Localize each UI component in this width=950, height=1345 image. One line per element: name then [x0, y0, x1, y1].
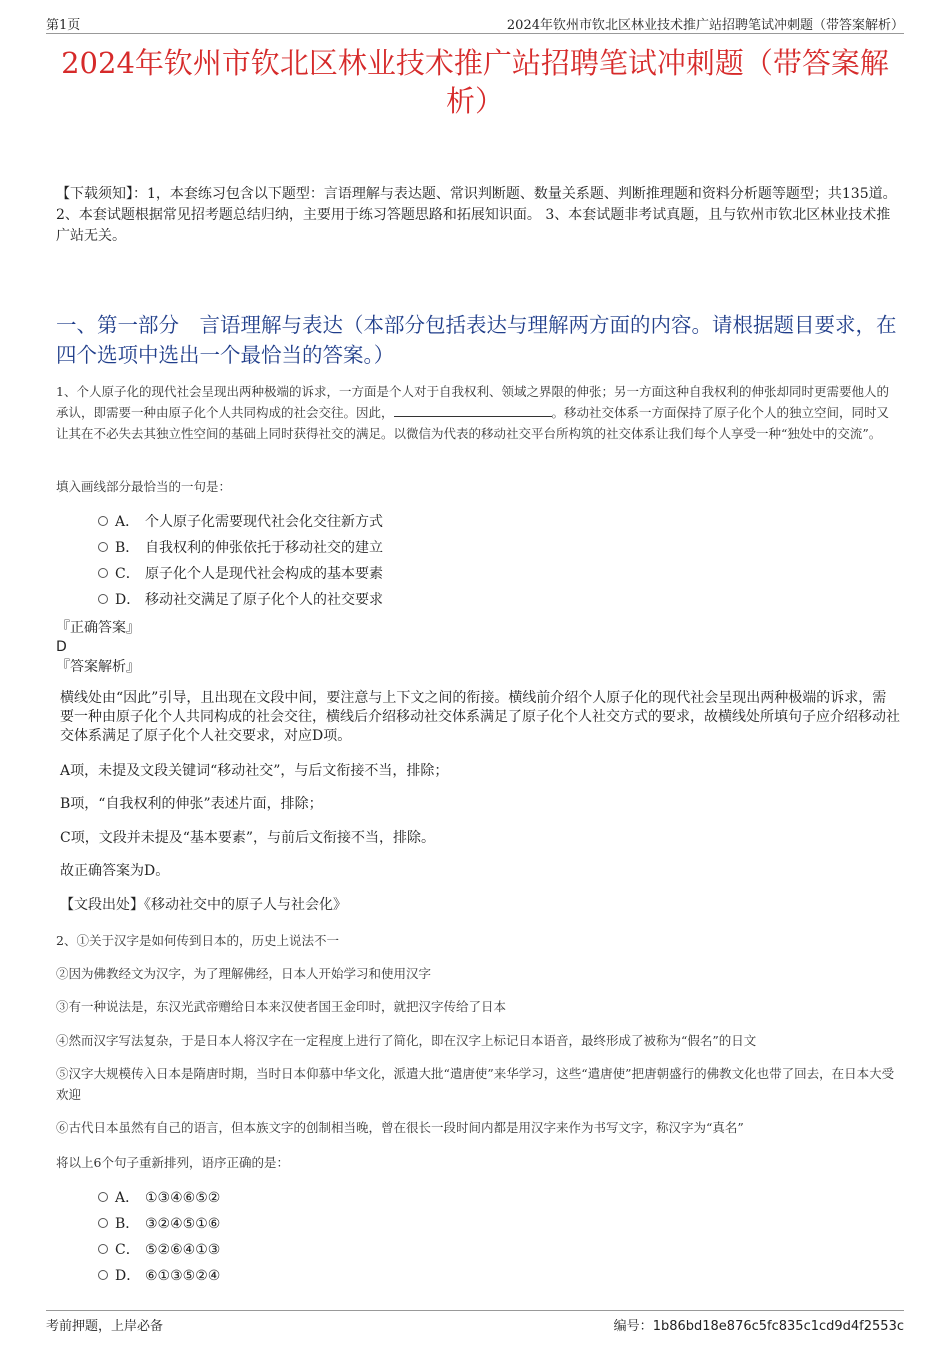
option-key: B．	[115, 540, 140, 556]
page-header	[46, 10, 904, 34]
option-text: 移动社交满足了原子化个人的社交要求	[145, 592, 383, 608]
radio-icon[interactable]	[98, 542, 108, 552]
option-text: ⑤②⑥④①③	[145, 1242, 221, 1258]
page-number: 第1页	[46, 18, 81, 33]
radio-icon[interactable]	[98, 594, 108, 604]
footer-code-label: 编号：	[613, 1319, 653, 1334]
q1-option-a[interactable]	[98, 512, 383, 532]
fill-blank	[394, 405, 552, 417]
question-2-line: ⑥古代日本虽然有自己的语言，但本族文字的创制相当晚，曾在很长一段时间内都是用汉字来作为书写文字，称汉字为“真名”	[56, 1120, 744, 1135]
download-notice: 【下载须知】：1，本套练习包含以下题型：言语理解与表达题、常识判断题、数量关系题、判断推理题和资料分析题等题型；共135道。 2、本套试题根据常见招考题总结归纳，主要用于练习答题思路和拓展知识面。 3、本套试题非考试真题，且与钦州市钦北区林业技术推广站无关。	[56, 186, 897, 244]
option-text: ③②④⑤①⑥	[145, 1216, 221, 1232]
question-2-line: ④然而汉字写法复杂，于是日本人将汉字在一定程度上进行了简化，即在汉字上标记日本语音，最终形成了被称为“假名”的日文	[56, 1033, 757, 1048]
analysis-text: 横线处由“因此”引导，且出现在文段中间，要注意与上下文之间的衔接。横线前介绍个人原子化的现代社会呈现出两种极端的诉求，需要一种由原子化个人共同构成的社会交往，横线后介绍移动社交体系满足了原子化个人社交方式的要求，故横线处所填句子应介绍移动社交体系满足了原子化个人社交要求，对应D项。	[60, 690, 900, 744]
option-text: 原子化个人是现代社会构成的基本要素	[145, 566, 383, 582]
option-text: 自我权利的伸张依托于移动社交的建立	[145, 540, 383, 556]
question-2-line: ②因为佛教经文为汉字，为了理解佛经，日本人开始学习和使用汉字	[56, 966, 432, 981]
footer-code-value: 1b86bd18e876c5fc835c1cd9d4f2553c	[652, 1319, 904, 1334]
q2-option-c[interactable]	[98, 1240, 220, 1260]
option-text: ⑥①③⑤②④	[145, 1268, 221, 1284]
option-text: ①③④⑥⑤②	[145, 1190, 221, 1206]
analysis-note: 故正确答案为D。	[60, 863, 170, 879]
question-2-line: ⑤汉字大规模传入日本是隋唐时期，当时日本仰慕中华文化，派遣大批“遣唐使”来华学习，这些“遣唐使”把唐朝盛行的佛教文化也带了回去，在日本大受欢迎	[56, 1066, 895, 1102]
radio-icon[interactable]	[98, 568, 108, 578]
analysis-note: C项，文段并未提及“基本要素”，与前后文衔接不当，排除。	[60, 830, 436, 846]
footer-code	[614, 1315, 904, 1334]
option-key: A．	[115, 514, 140, 530]
question-1-stem-part-b: 。移动社交体系一方面保持了原子化个人的独立空间，同时又让其在不必失去其独立性空间的基础上同时获得社交的满足。以微信为代表的移动社交平台所构筑的社交体系让我们每个人享受一种“独处中的交流”。	[56, 405, 890, 441]
question-2-line: 2、①关于汉字是如何传到日本的，历史上说法不一	[56, 933, 339, 948]
radio-icon[interactable]	[98, 1192, 108, 1202]
answer-value: D	[56, 639, 67, 655]
document-title: 2024年钦州市钦北区林业技术推广站招聘笔试冲刺题（带答案解析）	[61, 46, 889, 118]
question-2-prompt: 将以上6个句子重新排列，语序正确的是：	[56, 1155, 289, 1170]
q1-option-d[interactable]	[98, 590, 383, 610]
q1-option-b[interactable]	[98, 538, 383, 558]
option-key: C．	[115, 1242, 140, 1258]
section-heading: 一、第一部分 言语理解与表达（本部分包括表达与理解两方面的内容。请根据题目要求，在四个选项中选出一个最恰当的答案。）	[56, 313, 897, 367]
question-1-stem-part-a: 1、个人原子化的现代社会呈现出两种极端的诉求，一方面是个人对于自我权利、领域之界限的伸张；另一方面这种自我权利的伸张却同时更需要他人的承认，即需要一种由原子化个人共同构成的社会交往。因此，	[56, 384, 889, 420]
radio-icon[interactable]	[98, 1218, 108, 1228]
radio-icon[interactable]	[98, 1244, 108, 1254]
question-2-line: ③有一种说法是，东汉光武帝赠给日本来汉使者国王金印时，就把汉字传给了日本	[56, 999, 507, 1014]
option-text: 个人原子化需要现代社会化交往新方式	[145, 514, 383, 530]
q2-option-b[interactable]	[98, 1214, 220, 1234]
radio-icon[interactable]	[98, 516, 108, 526]
radio-icon[interactable]	[98, 1270, 108, 1280]
header-doc-title: 2024年钦州市钦北区林业技术推广站招聘笔试冲刺题（带答案解析）	[506, 18, 904, 33]
analysis-label: 『答案解析』	[56, 659, 140, 675]
option-key: C．	[115, 566, 140, 582]
page-footer	[46, 1310, 904, 1340]
option-key: A．	[115, 1190, 140, 1206]
option-key: B．	[115, 1216, 140, 1232]
analysis-note: A项，未提及文段关键词“移动社交”，与后文衔接不当，排除；	[60, 763, 449, 779]
question-1-stem	[56, 381, 900, 444]
analysis-note: B项，“自我权利的伸张”表述片面，排除；	[60, 796, 323, 812]
q2-option-a[interactable]	[98, 1188, 220, 1208]
source-note: 【文段出处】《移动社交中的原子人与社会化》	[60, 897, 347, 913]
option-key: D．	[115, 1268, 141, 1284]
q2-option-d[interactable]	[98, 1266, 220, 1286]
option-key: D．	[115, 592, 141, 608]
q1-option-c[interactable]	[98, 564, 383, 584]
answer-label: 『正确答案』	[56, 620, 140, 636]
question-1-prompt: 填入画线部分最恰当的一句是：	[56, 479, 232, 494]
footer-slogan: 考前押题，上岸必备	[46, 1319, 164, 1334]
